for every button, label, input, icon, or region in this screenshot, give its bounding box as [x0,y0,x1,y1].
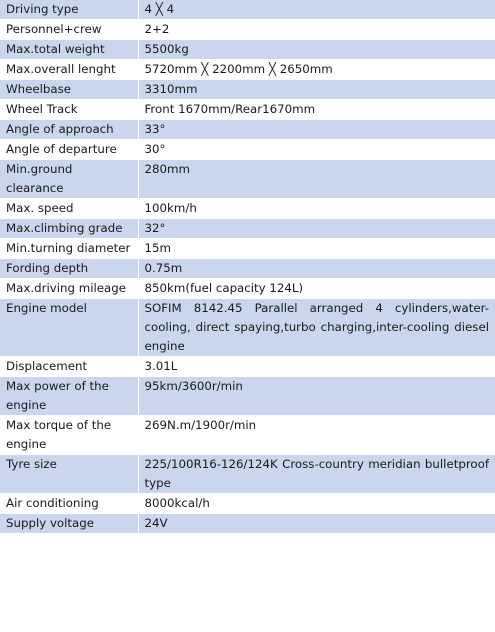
table-row [0,239,495,259]
row-label: Air conditioning [0,494,138,514]
row-value: 5720mm ╳ 2200mm ╳ 2650mm [138,60,495,80]
row-label: Max.overall lenght [0,60,138,80]
row-label: Max.total weight [0,40,138,60]
row-label: Max power of the engine [0,377,138,416]
table-row [0,199,495,219]
row-value: 3310mm [138,80,495,100]
row-label: Max torque of the engine [0,416,138,455]
row-value: 32° [138,219,495,239]
table-row [0,259,495,279]
table-row [0,455,495,494]
table-row [0,20,495,40]
table-row [0,494,495,514]
row-value: 100km/h [138,199,495,219]
row-label: Max.driving mileage [0,279,138,299]
table-row [0,514,495,534]
row-label: Angle of departure [0,140,138,160]
row-label: Max. speed [0,199,138,219]
row-label: Supply voltage [0,514,138,534]
row-label: Wheelbase [0,80,138,100]
row-value: 30° [138,140,495,160]
row-value: 269N.m/1900r/min [138,416,495,455]
table-row [0,357,495,377]
row-label: Displacement [0,357,138,377]
row-value: 2+2 [138,20,495,40]
row-label: Personnel+crew [0,20,138,40]
row-value: 33° [138,120,495,140]
table-row [0,120,495,140]
row-label: Wheel Track [0,100,138,120]
row-value: 95km/3600r/min [138,377,495,416]
row-value: SOFIM 8142.45 Parallel arranged 4 cylinders,water-cooling, direct spaying,turbo charging,inter-cooling diesel engine [138,299,495,357]
row-label: Engine model [0,299,138,357]
row-value: 4 ╳ 4 [138,0,495,20]
table-row [0,279,495,299]
row-label: Driving type [0,0,138,20]
table-row [0,80,495,100]
row-value: 8000kcal/h [138,494,495,514]
table-row [0,219,495,239]
row-value: 280mm [138,160,495,199]
row-label: Max.climbing grade [0,219,138,239]
table-row [0,377,495,416]
row-label: Min.turning diameter [0,239,138,259]
table-row [0,160,495,199]
row-value: 24V [138,514,495,534]
row-value: 5500kg [138,40,495,60]
table-row [0,40,495,60]
row-label: Fording depth [0,259,138,279]
row-label: Min.ground clearance [0,160,138,199]
table-row [0,100,495,120]
row-value: 225/100R16-126/124K Cross-country meridian bulletproof type [138,455,495,494]
table-row [0,60,495,80]
row-label: Angle of approach [0,120,138,140]
table-row [0,416,495,455]
row-value: 850km(fuel capacity 124L) [138,279,495,299]
table-row [0,0,495,20]
row-value: Front 1670mm/Rear1670mm [138,100,495,120]
row-value: 15m [138,239,495,259]
row-value: 3.01L [138,357,495,377]
table-row [0,140,495,160]
table-row [0,299,495,357]
row-label: Tyre size [0,455,138,494]
row-value: 0.75m [138,259,495,279]
